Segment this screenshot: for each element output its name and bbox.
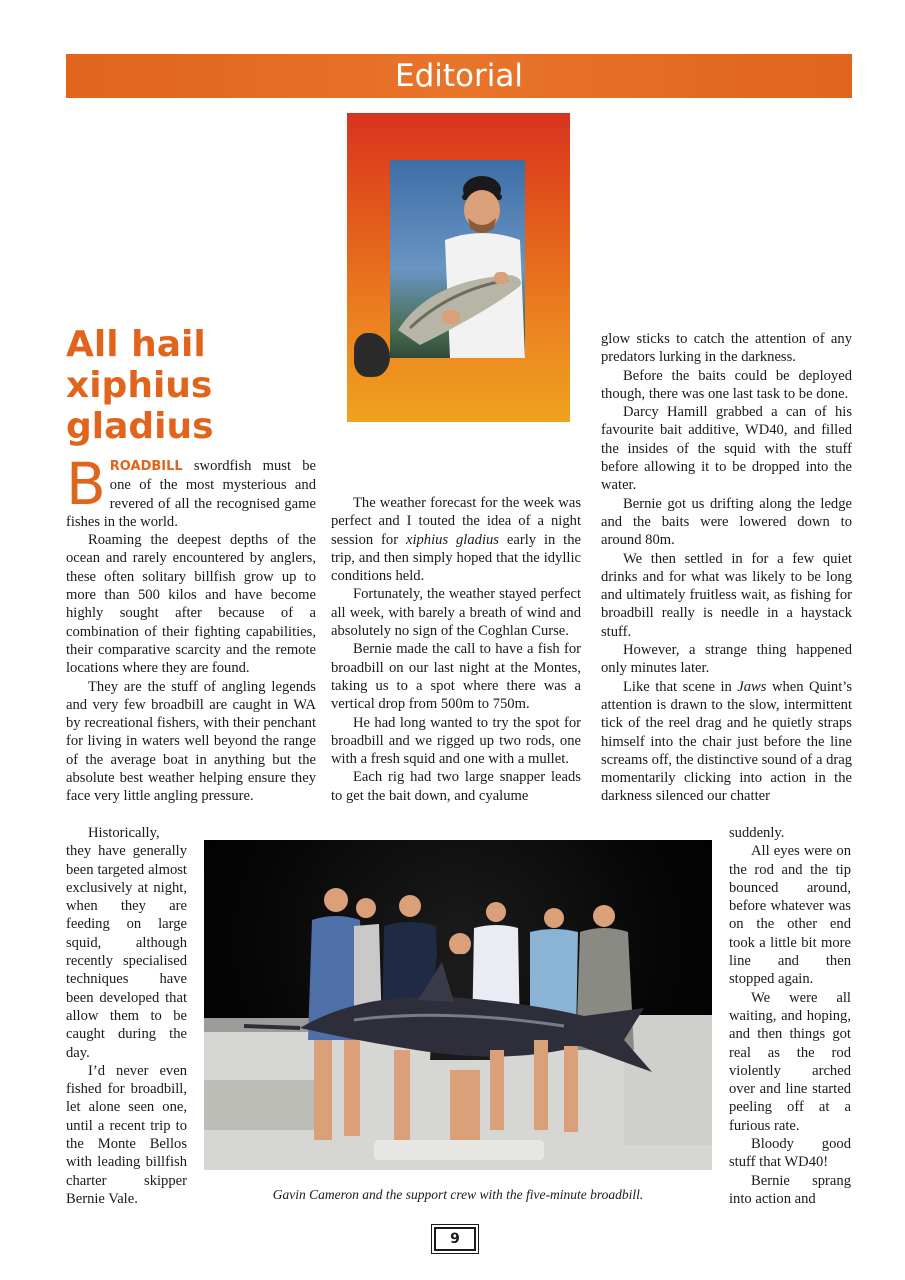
species-name: xiphius gladius — [405, 531, 499, 548]
article-column-2 — [331, 494, 581, 805]
author-portrait-photo — [347, 113, 570, 422]
article-column-3 — [601, 330, 852, 806]
paragraph: We then settled in for a few quiet drinks and for what was likely to be long and ultimately fruitless wait, as fishing for broadbill really is needle in a haystack stuff. — [601, 550, 852, 640]
article-column-1-lower — [66, 824, 187, 1208]
paragraph: Roaming the deepest depths of the ocean and rarely encountered by anglers, these often solitary billfish grow up to more than 500 kilos and have become highly sought after because of a combination of their fighting capabilities, their comparative scarcity and the remote locations where they are found. — [66, 532, 316, 677]
portrait-illustration — [390, 160, 525, 358]
paragraph: We were all waiting, and hoping, and then things got real as the rod violently arched over and line started peeling off at a furious rate. — [729, 989, 851, 1134]
lead-caps: ROADBILL — [109, 459, 183, 474]
paragraph-text: Like that scene in — [623, 678, 738, 695]
article-column-3-lower — [729, 824, 851, 1208]
paragraph — [331, 494, 581, 585]
lead-paragraph — [66, 450, 316, 531]
film-title: Jaws — [737, 678, 767, 695]
section-title: Editorial — [395, 58, 523, 94]
paragraph-text: The weather forecast for the week was perfect and I touted the idea of a night session for — [331, 495, 581, 548]
headline-line-3: gladius — [66, 406, 214, 447]
author-holding-barramundi-image — [390, 160, 525, 358]
crew-with-broadbill-photo — [204, 840, 712, 1170]
article-column-1 — [66, 450, 316, 806]
paragraph: Each rig had two large snapper leads to get the bait down, and cyalume — [331, 769, 581, 804]
paragraph-continued: glow sticks to catch the attention of any predators lurking in the darkness. — [601, 331, 852, 366]
section-banner — [66, 54, 852, 98]
paragraph: Bloody good stuff that WD40! — [729, 1136, 851, 1171]
paragraph: swordfish must be one of the most mysterious and revered of all the recognised game fishes in the world. — [66, 458, 316, 530]
paragraph: Bernie sprang into action and — [729, 1172, 851, 1207]
article-headline — [66, 324, 326, 447]
paragraph — [601, 678, 852, 806]
fish-tail — [354, 333, 390, 377]
paragraph: Bernie got us drifting along the ledge and the baits were lowered down to around 80m. — [601, 495, 852, 549]
paragraph-continued: suddenly. — [729, 825, 785, 841]
crew-photo-illustration — [204, 840, 712, 1170]
page-number: 9 — [434, 1227, 476, 1251]
paragraph: He had long wanted to try the spot for broadbill and we rigged up two rods, one with a fresh squid and one with a mullet. — [331, 714, 581, 768]
paragraph: Historically, they have generally been targeted almost exclusively at night, when they are feeding on large squid, although recently specialised techniques have been developed that allow them to be caught during the day. — [66, 825, 187, 1061]
paragraph: I’d never even fished for broadbill, let alone seen one, until a recent trip to the Monte Bellos with leading billfish charter skipper Bernie Vale. — [66, 1062, 187, 1207]
photo-caption: Gavin Cameron and the support crew with the five-minute broadbill. — [272, 1187, 644, 1202]
headline-line-1: All hail — [66, 324, 206, 365]
drop-cap: B — [66, 450, 106, 518]
paragraph: However, a strange thing happened only minutes later. — [601, 642, 852, 677]
paragraph-text: early in the trip, and then simply hoped that the idyllic conditions held. — [331, 531, 582, 585]
headline-line-2: xiphius — [66, 365, 213, 406]
paragraph: They are the stuff of angling legends and very few broadbill are caught in WA by recreational fishers, with their penchant for living in waters well beyond the range of the average boat in anything but the absolute best weather helping ensure they face very little angling pressure. — [66, 678, 316, 805]
paragraph: Bernie made the call to have a fish for broadbill on our last night at the Montes, taking us to a spot where there was a vertical drop from 500m to 750m. — [331, 641, 581, 713]
paragraph-text: when Quint’s attention is drawn to the slow, intermittent tick of the reel drag and he quietly straps himself into the chair just before the line screams off, the distinctive sound of a drag momentarily clicking into action in the darkness silenced our chatter — [601, 678, 853, 805]
paragraph: All eyes were on the rod and the tip bounced around, before whatever was on the other end took a little bit more line and then stopped again. — [729, 843, 851, 988]
paragraph: Before the baits could be deployed though, there was one last task to be done. — [601, 367, 852, 402]
paragraph: Fortunately, the weather stayed perfect all week, with barely a breath of wind and absolutely no sign of the Coghlan Curse. — [331, 586, 581, 640]
paragraph: Darcy Hamill grabbed a can of his favourite bait additive, WD40, and filled the insides of the squid with the stuff before allowing it to be dropped into the water. — [601, 404, 852, 494]
